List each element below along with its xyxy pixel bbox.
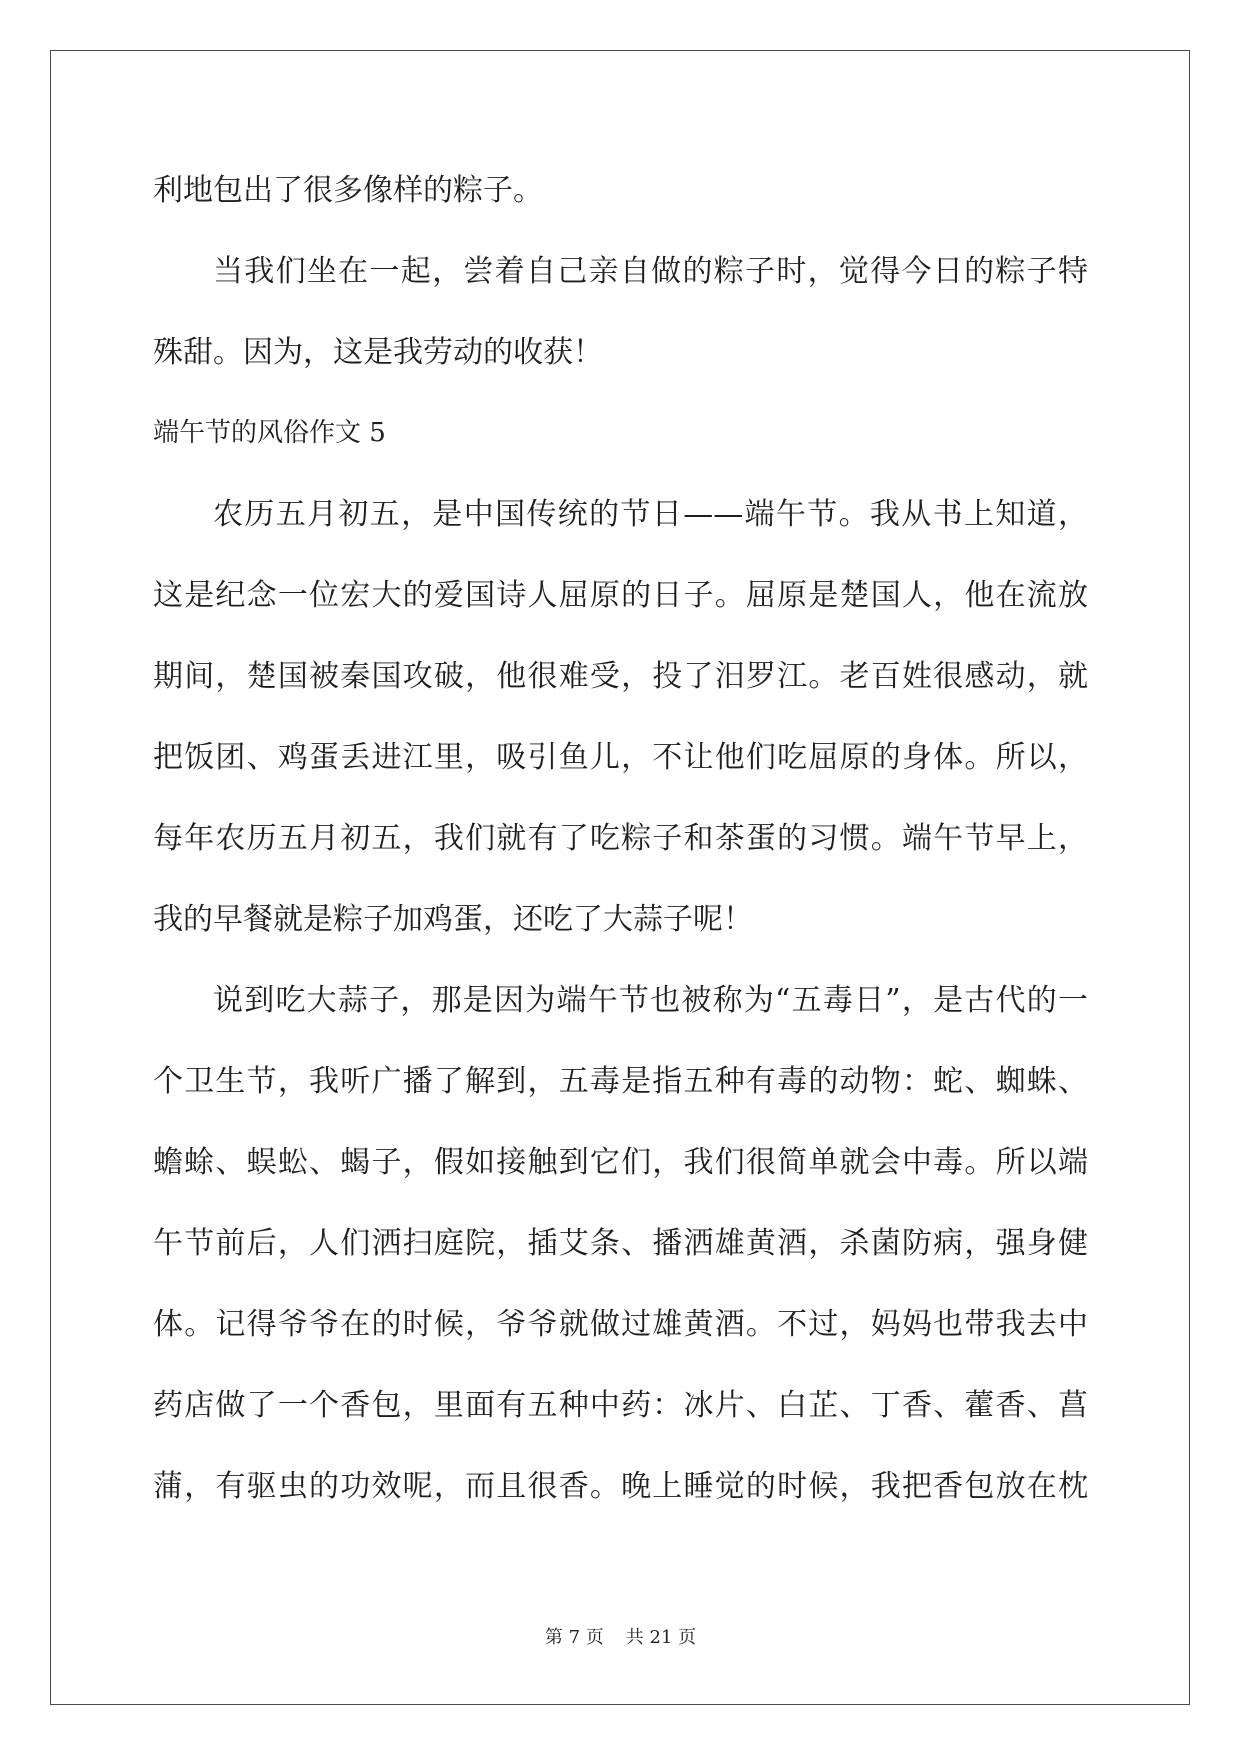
text-line: 蒲，有驱虫的功效呢，而且很香。晚上睡觉的时候，我把香包放在枕 xyxy=(153,1469,1088,1504)
paragraph-continued xyxy=(153,150,1088,231)
page-footer xyxy=(0,1626,1241,1650)
text-line: 我的早餐就是粽子加鸡蛋，还吃了大蒜子呢！ xyxy=(153,902,753,937)
document-body xyxy=(153,150,1088,1527)
text-line: 殊甜。因为，这是我劳动的收获！ xyxy=(153,335,603,370)
text-line: 说到吃大蒜子，那是因为端午节也被称为“五毒日”，是古代的一 xyxy=(213,983,1088,1018)
section-heading: 端午节的风俗作文 5 xyxy=(153,418,386,448)
text-line: 每年农历五月初五，我们就有了吃粽子和茶蛋的习惯。端午节早上， xyxy=(153,821,1088,856)
text-line: 农历五月初五，是中国传统的节日——端午节。我从书上知道， xyxy=(213,497,1088,532)
text-line: 这是纪念一位宏大的爱国诗人屈原的日子。屈原是楚国人，他在流放 xyxy=(153,578,1088,613)
text-line: 午节前后，人们洒扫庭院，插艾条、播洒雄黄酒，杀菌防病，强身健 xyxy=(153,1226,1088,1261)
text-line: 蟾蜍、蜈蚣、蝎子，假如接触到它们，我们很简单就会中毒。所以端 xyxy=(153,1145,1088,1180)
text-line: 把饭团、鸡蛋丢进江里，吸引鱼儿，不让他们吃屈原的身体。所以， xyxy=(153,740,1088,775)
text-line: 当我们坐在一起，尝着自己亲自做的粽子时，觉得今日的粽子特 xyxy=(213,254,1088,289)
text-line: 利地包出了很多像样的粽子。 xyxy=(153,173,543,208)
text-line: 体。记得爷爷在的时候，爷爷就做过雄黄酒。不过，妈妈也带我去中 xyxy=(153,1307,1088,1342)
paragraph xyxy=(153,960,1088,1527)
paragraph xyxy=(153,474,1088,960)
page-total: 共 21 页 xyxy=(625,1627,697,1648)
page-number: 第 7 页 xyxy=(544,1627,604,1648)
paragraph-closing xyxy=(153,231,1088,393)
text-line: 个卫生节，我听广播了解到，五毒是指五种有毒的动物：蛇、蜘蛛、 xyxy=(153,1064,1088,1099)
text-line: 药店做了一个香包，里面有五种中药：冰片、白芷、丁香、藿香、菖 xyxy=(153,1388,1088,1423)
text-line: 期间，楚国被秦国攻破，他很难受，投了汨罗江。老百姓很感动，就 xyxy=(153,659,1088,694)
